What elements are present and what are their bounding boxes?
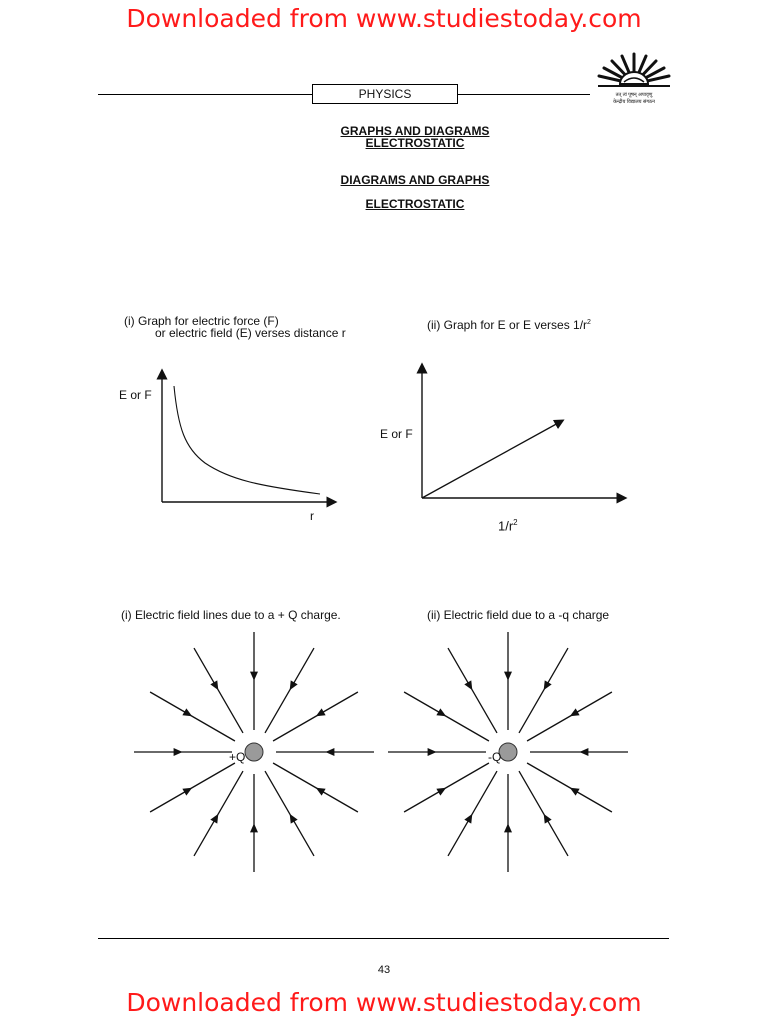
negative-field-arrow: [436, 708, 446, 716]
graph2-caption-sup: 2: [587, 319, 591, 326]
negative-field-line: [448, 771, 497, 856]
kendriya-vidyalaya-logo-icon: [594, 50, 674, 92]
negative-field-arrow: [504, 823, 512, 832]
graph1-y-label: E or F: [119, 388, 152, 402]
page-number: 43: [377, 964, 391, 976]
negative-field-arrow: [544, 680, 552, 690]
positive-field-arrow: [250, 823, 258, 832]
negative-field-line: [527, 692, 612, 741]
graph2-caption: [427, 316, 591, 332]
logo-org-name: केन्द्रीय विद्यालय संगठन: [613, 99, 655, 105]
positive-field-line: [265, 648, 314, 733]
negative-field-arrow: [464, 680, 472, 690]
graph2-x-label: [498, 518, 518, 533]
positive-field-line: [150, 763, 235, 812]
bottom-download-banner: Downloaded from www.studiestoday.com: [126, 988, 642, 1017]
negative-field-arrow: [428, 748, 437, 756]
graph1-force-vs-distance: [150, 368, 340, 513]
positive-field-arrow: [290, 814, 298, 824]
heading-electrostatic-1: ELECTROSTATIC: [365, 136, 465, 150]
negative-field-line: [519, 648, 568, 733]
negative-charge-field-diagram: [384, 630, 634, 880]
positive-field-caption: (i) Electric field lines due to a + Q charge.: [121, 608, 341, 622]
graph1-caption-line1: (i) Graph for electric force (F): [124, 314, 279, 328]
positive-field-arrow: [182, 708, 192, 716]
subject-box: PHYSICS: [312, 84, 458, 104]
positive-charge: [245, 743, 263, 761]
positive-field-line: [150, 692, 235, 741]
positive-field-arrow: [290, 680, 298, 690]
graph2-field-vs-inverse-square: [410, 362, 630, 507]
heading-graphs-and-diagrams: GRAPHS AND DIAGRAMS: [340, 124, 490, 138]
positive-field-arrow: [325, 748, 334, 756]
negative-field-arrow: [436, 788, 446, 796]
positive-charge-field-diagram: [130, 630, 380, 880]
positive-field-arrow: [316, 788, 326, 796]
positive-field-arrow: [210, 680, 218, 690]
negative-field-arrow: [464, 814, 472, 824]
graph2-line: [422, 422, 560, 498]
negative-charge: [499, 743, 517, 761]
graph1-x-label: r: [310, 509, 314, 523]
graph1-caption-line2: or electric field (E) verses distance r: [155, 326, 346, 340]
graph1-curve: [174, 386, 320, 494]
negative-field-line: [519, 771, 568, 856]
negative-field-arrow: [570, 708, 580, 716]
positive-field-line: [273, 763, 358, 812]
negative-charge-label: -Q: [488, 750, 502, 764]
positive-field-line: [273, 692, 358, 741]
graph2-caption-text: (ii) Graph for E or E verses 1/r: [427, 318, 588, 332]
graph2-x-label-text: 1/r: [498, 518, 514, 534]
graph2-y-label: E or F: [380, 427, 413, 441]
negative-field-line: [448, 648, 497, 733]
heading-diagrams-and-graphs: DIAGRAMS AND GRAPHS: [340, 173, 490, 187]
positive-field-arrow: [174, 748, 183, 756]
negative-field-arrow: [504, 672, 512, 681]
negative-field-line: [404, 692, 489, 741]
positive-field-arrow: [182, 788, 192, 796]
footer-rule: [98, 938, 669, 939]
positive-field-line: [194, 771, 243, 856]
logo-caption: [594, 92, 674, 106]
positive-field-line: [194, 648, 243, 733]
positive-field-arrow: [210, 814, 218, 824]
negative-field-caption: (ii) Electric field due to a -q charge: [427, 608, 610, 622]
negative-field-arrow: [579, 748, 588, 756]
top-download-banner: Downloaded from www.studiestoday.com: [126, 4, 642, 33]
graph2-x-label-sup: 2: [513, 518, 518, 527]
negative-field-line: [404, 763, 489, 812]
negative-field-line: [527, 763, 612, 812]
positive-field-line: [265, 771, 314, 856]
heading-electrostatic-2: ELECTROSTATIC: [365, 197, 465, 211]
negative-field-arrow: [570, 788, 580, 796]
logo-motto: तत् त्वं पूषन् अपावृणु: [615, 92, 653, 98]
positive-charge-label: +Q: [229, 750, 246, 764]
negative-field-arrow: [544, 814, 552, 824]
positive-field-arrow: [250, 672, 258, 681]
positive-field-arrow: [316, 708, 326, 716]
